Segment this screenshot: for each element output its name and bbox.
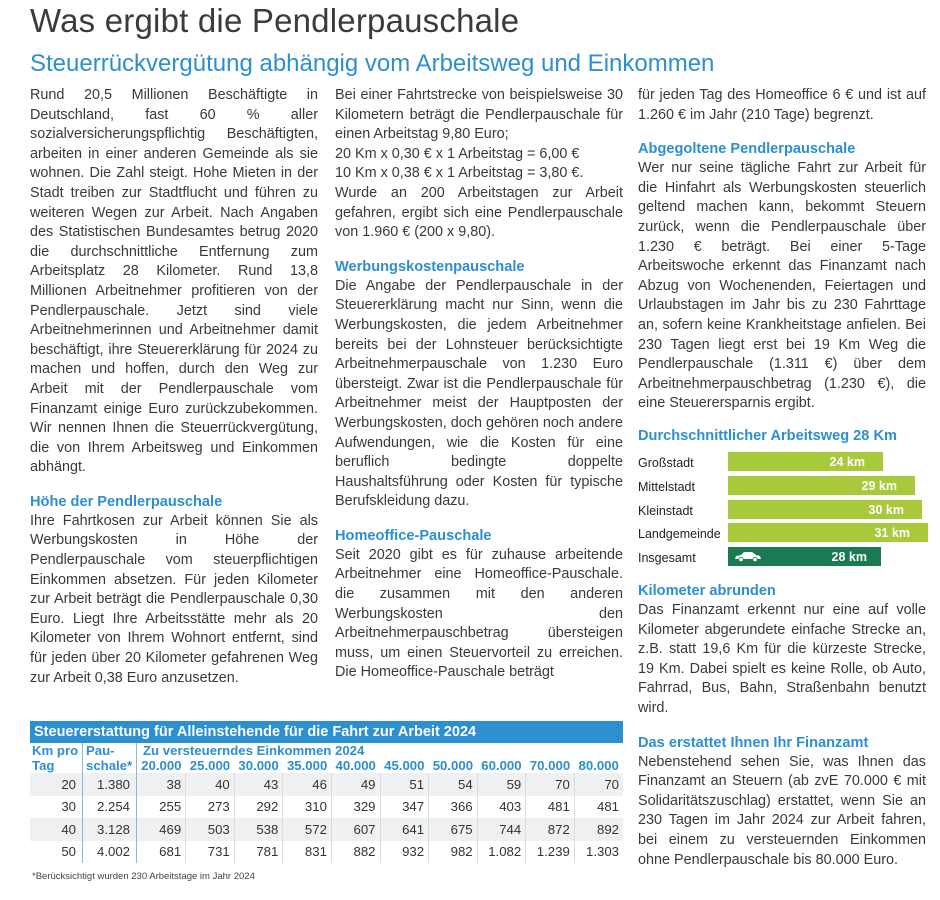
header-pauschale-1: Pau- bbox=[83, 743, 137, 758]
chart-row bbox=[638, 452, 926, 472]
heading-hoehe: Höhe der Pendlerpauschale bbox=[30, 493, 223, 510]
cell-refund: 641 bbox=[380, 818, 429, 841]
chart-bar bbox=[728, 452, 883, 471]
cell-refund: 932 bbox=[380, 841, 429, 864]
chart-category-label: Landgemeinde bbox=[638, 527, 721, 542]
table-header-row-2 bbox=[30, 758, 623, 773]
heading-abgegolten: Abgegoltene Pendlerpauschale bbox=[638, 141, 856, 158]
chart-bar bbox=[728, 547, 881, 566]
table-row bbox=[30, 841, 623, 864]
chart-value-label: 30 km bbox=[868, 502, 904, 517]
cell-refund: 675 bbox=[429, 818, 478, 841]
cell-refund: 70 bbox=[574, 773, 623, 796]
chart-category-label: Kleinstadt bbox=[638, 503, 693, 518]
cell-refund: 54 bbox=[429, 773, 478, 796]
chart-row bbox=[638, 500, 926, 520]
cell-refund: 481 bbox=[526, 796, 575, 819]
cell-refund: 292 bbox=[234, 796, 283, 819]
equation-1: 20 Km x 0,30 € x 1 Arbeitstag = 6,00 € bbox=[335, 145, 580, 162]
chart-row bbox=[638, 547, 926, 567]
refund-table-grid bbox=[30, 743, 623, 863]
column-1 bbox=[30, 86, 318, 688]
cell-refund: 872 bbox=[526, 818, 575, 841]
equation-2: 10 Km x 0,38 € x 1 Arbeitstag = 3,80 €. bbox=[335, 165, 584, 182]
cell-refund: 366 bbox=[429, 796, 478, 819]
paragraph-werbungskosten: Die Angabe der Pendlerpauschale in der Steuererklärung macht nur Sinn, wenn die Werbungskosten, die jedem Arbeitnehmer bereits bei der Lohnsteuer berücksichtigte Arbeitnehmerpauschale von 1.230 Euro übersteigt. Zwar ist die Pendlerpauschale für Arbeitnehmer meist der Hauptposten der Werbungskosten, doch gehören noch andere Aufwendungen, wie die Kosten für eine beruflich bedingte doppelte Haushaltsführung oder Kosten für typische Berufskleidung dazu. bbox=[335, 277, 623, 510]
cell-refund: 538 bbox=[234, 818, 283, 841]
car-icon bbox=[734, 551, 762, 562]
header-income-value: 80.000 bbox=[578, 758, 619, 773]
paragraph-homeoffice-cont: für jeden Tag des Homeoffice 6 € und ist auf 1.260 € im Jahr (210 Tage) begrenzt. bbox=[638, 87, 926, 123]
chart-value-label: 29 km bbox=[861, 478, 897, 493]
header-km-1: Km pro bbox=[30, 743, 83, 758]
cell-pauschale: 3.128 bbox=[83, 818, 137, 841]
header-income-value: 35.000 bbox=[286, 758, 328, 773]
chart-row bbox=[638, 476, 926, 496]
header-income-value: 45.000 bbox=[384, 758, 425, 773]
heading-erstattet: Das erstattet Ihnen Ihr Finanzamt bbox=[638, 734, 869, 751]
cell-refund: 1.239 bbox=[526, 841, 575, 864]
header-income-value: 25.000 bbox=[189, 758, 231, 773]
cell-refund: 1.303 bbox=[574, 841, 623, 864]
table-title: Steuererstattung für Alleinstehende für die Fahrt zur Arbeit 2024 bbox=[30, 721, 623, 743]
paragraph-erstattet: Nebenstehend sehen Sie, was Ihnen das Finanzamt an Steuern (ab zvE 70.000 € mit Solidaritätszuschlag) erstattet, wenn Sie an 230 Tagen im Jahr 2024 zur Arbeit fahren, bei einem zu versteuernden Einkommen ohne Pendlerpauschale bis 80.000 Euro. bbox=[638, 753, 926, 868]
heading-werbungskosten: Werbungskostenpauschale bbox=[335, 258, 525, 275]
table-row bbox=[30, 773, 623, 796]
column-3 bbox=[638, 86, 926, 870]
cell-refund: 273 bbox=[186, 796, 235, 819]
chart-title: Durchschnittlicher Arbeitsweg 28 Km bbox=[638, 427, 897, 444]
chart-bar bbox=[728, 476, 915, 495]
paragraph-beispiel: Bei einer Fahrtstrecke von beispielsweise 30 Kilometern beträgt die Pendlerpauschale für einen Arbeitstag 9,80 Euro; bbox=[335, 87, 623, 143]
cell-refund: 1.082 bbox=[477, 841, 526, 864]
column-2 bbox=[335, 86, 623, 683]
chart-value-label: 31 km bbox=[874, 526, 910, 541]
cell-refund: 255 bbox=[137, 796, 186, 819]
cell-refund: 51 bbox=[380, 773, 429, 796]
paragraph-kilometer: Das Finanzamt erkennt nur eine auf volle Kilometer abgerundete einfache Strecke an, z.B. statt 19,6 Km für die kürzeste Strecke, 19 Km. Dabei spielt es keine Rolle, ob Auto, Fahrrad, Bus, Bahn, Straßenbahn benutzt wird. bbox=[638, 602, 926, 717]
cell-refund: 892 bbox=[574, 818, 623, 841]
cell-refund: 70 bbox=[526, 773, 575, 796]
header-income-value: 60.000 bbox=[481, 758, 522, 773]
cell-pauschale: 2.254 bbox=[83, 796, 137, 819]
chart-bar bbox=[728, 523, 928, 542]
paragraph-200-tage: Wurde an 200 Arbeitstagen zur Arbeit gefahren, ergibt sich eine Pendlerpauschale von 1.960 € (200 x 9,80). bbox=[335, 184, 623, 241]
heading-homeoffice: Homeoffice-Pauschale bbox=[335, 527, 492, 544]
cell-km: 30 bbox=[30, 796, 83, 819]
cell-refund: 731 bbox=[186, 841, 235, 864]
chart-value-label: 24 km bbox=[829, 454, 865, 469]
paragraph-abgegolten: Wer nur seine tägliche Fahrt zur Arbeit für die Hinfahrt als Werbungskosten steuerlich geltend machen kann, bekommt Steuern zurück, wenn die Pendlerpauschale über 1.230 € beträgt. Bei einer 5-Tage Arbeitswoche erkennt das Finanzamt nach Abzug von Wochenenden, Feiertagen und Urlaubstagen im Jahr bis zu 230 Fahrttage an, sofern keine Krankheitstage anfielen. Bei 230 Tagen liegt erst bei 19 Km Weg die Pendlerpauschale (1.311 €) über dem Arbeitnehmerpauschbetrag (1.230 €), die eine Steuerersparnis ergibt. bbox=[638, 160, 926, 412]
refund-table bbox=[30, 721, 623, 882]
cell-refund: 681 bbox=[137, 841, 186, 864]
cell-refund: 469 bbox=[137, 818, 186, 841]
header-km-2: Tag bbox=[30, 758, 83, 773]
header-income-value: 50.000 bbox=[432, 758, 474, 773]
cell-refund: 59 bbox=[477, 773, 526, 796]
page-title: Was ergibt die Pendlerpauschale bbox=[30, 2, 520, 39]
header-income-value: 40.000 bbox=[335, 758, 376, 773]
chart-bar bbox=[728, 500, 922, 519]
chart-category-label: Großstadt bbox=[638, 455, 694, 470]
header-income-value: 20.000 bbox=[141, 758, 182, 773]
cell-refund: 329 bbox=[331, 796, 380, 819]
chart-bars bbox=[638, 452, 926, 567]
cell-refund: 310 bbox=[283, 796, 332, 819]
cell-refund: 503 bbox=[186, 818, 235, 841]
cell-refund: 481 bbox=[574, 796, 623, 819]
cell-pauschale: 1.380 bbox=[83, 773, 137, 796]
cell-refund: 49 bbox=[331, 773, 380, 796]
cell-refund: 46 bbox=[283, 773, 332, 796]
cell-pauschale: 4.002 bbox=[83, 841, 137, 864]
table-footnote: *Berücksichtigt wurden 230 Arbeitstage im Jahr 2024 bbox=[32, 871, 255, 882]
cell-km: 20 bbox=[30, 773, 83, 796]
cell-refund: 347 bbox=[380, 796, 429, 819]
cell-refund: 781 bbox=[234, 841, 283, 864]
page-subtitle: Steuerrückvergütung abhängig vom Arbeitsweg und Einkommen bbox=[30, 50, 715, 77]
table-row bbox=[30, 796, 623, 819]
table-body bbox=[30, 773, 623, 863]
commute-chart bbox=[638, 426, 926, 567]
cell-refund: 403 bbox=[477, 796, 526, 819]
intro-paragraph: Rund 20,5 Millionen Beschäftigte in Deutschland, fast 60 % aller sozialversicherungspflichtig Beschäftigten, arbeiten in einer anderen Gemeinde als sie wohnen. Die Zahl steigt. Hohe Mieten in der Stadt treiben zur Stadtflucht und führen zu weiteren Wegen zur Arbeit. Nach Angaben des Statistischen Bundesamtes betrug 2020 die durchschnittliche Entfernung zum Arbeitsplatz 28 Kilometer. Rund 13,8 Millionen Arbeitnehmer profitieren von der Pendlerpauschale. Jetzt sind viele Arbeitnehmerinnen und Arbeitnehmer damit beschäftigt, ihre Steuererklärung für 2024 zu machen und hoffen, durch den Weg zur Arbeit mit der Pendlerpauschale vom Finanzamt einige Euro zurückzubekommen. Wir nennen Ihnen die Steuerrückvergütung, die von Ihrem Arbeitsweg und Einkommen abhängt. bbox=[30, 87, 318, 476]
heading-kilometer: Kilometer abrunden bbox=[638, 583, 776, 600]
table-row bbox=[30, 818, 623, 841]
cell-refund: 607 bbox=[331, 818, 380, 841]
cell-refund: 744 bbox=[477, 818, 526, 841]
cell-refund: 572 bbox=[283, 818, 332, 841]
cell-refund: 38 bbox=[137, 773, 186, 796]
header-income-value: 70.000 bbox=[529, 758, 571, 773]
cell-refund: 40 bbox=[186, 773, 235, 796]
cell-refund: 43 bbox=[234, 773, 283, 796]
header-income-value: 30.000 bbox=[238, 758, 279, 773]
cell-km: 50 bbox=[30, 841, 83, 864]
cell-refund: 831 bbox=[283, 841, 332, 864]
header-pauschale-2: schale* bbox=[83, 758, 137, 773]
cell-refund: 982 bbox=[429, 841, 478, 864]
paragraph-hoehe: Ihre Fahrtkosen zur Arbeit können Sie als Werbungskosten in Höhe der Pendlerpauschale vom steuerpflichtigen Einkommen absetzen. Für jeden Kilometer zur Arbeit beträgt die Pendlerpauschale 0,30 Euro. Liegt Ihre Arbeitsstätte mehr als 20 Kilometer von Ihrem Wohnort entfernt, sind für jeden über 20 Kilometer gefahrenen Weg zur Arbeit 0,38 Euro anzusetzen. bbox=[30, 512, 318, 686]
chart-category-label: Insgesamt bbox=[638, 551, 696, 566]
cell-km: 40 bbox=[30, 818, 83, 841]
chart-row bbox=[638, 523, 926, 543]
table-header-row-1 bbox=[30, 743, 623, 758]
chart-value-label: 28 km bbox=[831, 550, 867, 565]
header-income: Zu versteuerndes Einkommen 2024 bbox=[143, 743, 365, 758]
paragraph-homeoffice: Seit 2020 gibt es für zuhause arbeitende Arbeitnehmer eine Homeoffice-Pauschale. die zusammen mit den anderen Werbungskosten den Arbeitnehmerpauschbetrag übersteigen muss, um einen Steuervorteil zu erreichen. Die Homeoffice-Pauschale beträgt bbox=[335, 546, 623, 681]
chart-category-label: Mittelstadt bbox=[638, 479, 695, 494]
cell-refund: 882 bbox=[331, 841, 380, 864]
